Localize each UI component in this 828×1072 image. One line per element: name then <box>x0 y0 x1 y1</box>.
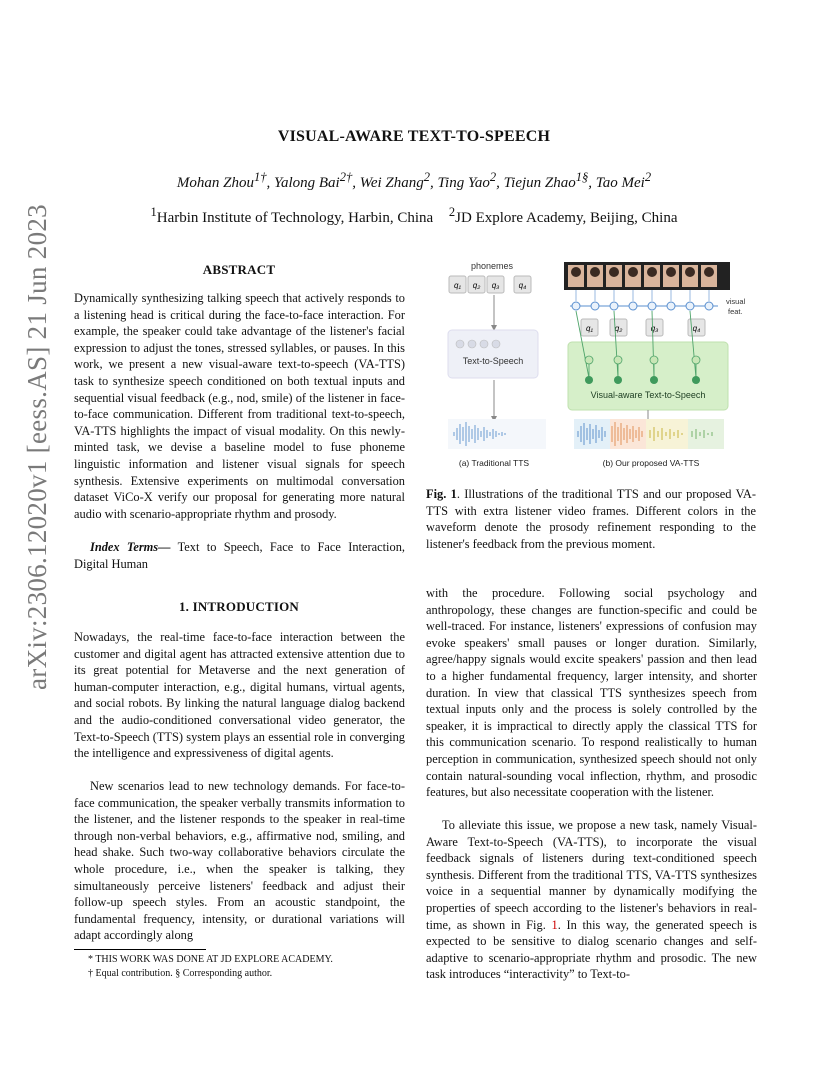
phonemes-label: phonemes <box>470 261 514 271</box>
index-terms-label: Index Terms— <box>90 540 171 554</box>
figure-caption-label: Fig. 1 <box>426 487 457 501</box>
affiliation-1: $^1$Harbin Institute of Technology, Harbin, China <box>150 205 434 226</box>
tts-box <box>448 330 538 378</box>
figure-caption-text: . Illustrations of the traditional TTS and our proposed VA-TTS with extra listener video frames. Different colors in the waveform denote the prosody refinement responding to the listener's feedback from the previous moment. <box>426 487 757 551</box>
tts-box-label: Text-to-Speech <box>462 356 524 366</box>
vatts-box-label: Visual-aware Text-to-Speech <box>590 390 706 400</box>
paper-title: VISUAL-AWARE TEXT-TO-SPEECH <box>277 128 551 145</box>
intro-heading: 1. INTRODUCTION <box>178 599 299 614</box>
phoneme-tokens-b <box>581 319 705 336</box>
index-terms <box>74 539 405 572</box>
svg-text:q₂: q₂ <box>614 324 623 333</box>
visual-feat-label-2: feat. <box>728 307 743 316</box>
intro-paragraph-4-part-a: To alleviate this issue, we propose a new task, namely Visual-Aware Text-to-Speech (VA-TTS), to incorporate the visual feedback signals of listeners during text-conditioned speech synthesis. Different from the traditional TTS, VA-TTS synthesizes voice in a sequential manner by dynamically modifying the properties of speech according to the listener's behaviors in real-time, as shown in Fig. <box>426 818 757 932</box>
subcaption-a: (a) Traditional TTS <box>458 458 530 468</box>
affiliation-2: $^2$JD Explore Academy, Beijing, China <box>448 205 678 226</box>
svg-text:q₄: q₄ <box>518 281 527 290</box>
index-terms-text: Text to Speech, Face to Face Interaction, Digital Human <box>74 540 405 571</box>
intro-paragraph-2: New scenarios lead to new technology demands. For face-to-face communication, the speaker verbally transmits information to the listener, and the listener responds to the speaker in real-time through non-verbal behaviors, e.g., affirmative nod, smiling, and head shake. Such two-way collaborative behaviors circulate the whole procedure, i.e., when the speaker is talking, they simultaneously perceive listeners' feedback and adjust their follow-up speech styles. From an acoustic standpoint, the fundamental frequency, intensity, or durational variations will adapt accordingly along <box>74 779 405 943</box>
svg-text:q₃: q₃ <box>491 281 500 290</box>
figure-caption <box>426 486 756 552</box>
footnote-1: * THIS WORK WAS DONE AT JD EXPLORE ACADEMY. <box>88 954 333 965</box>
figure-1 <box>426 256 756 472</box>
abstract-text: Dynamically synthesizing talking speech that actively responds to a listening head is critical during the face-to-face interaction. For example, the speaker could take advantage of the listener's facial expression to adjust the tones, stressed syllables, or pauses. In this work, we present a new visual-aware text-to-speech (VA-TTS) task to synthesize speech conditioned on both textual inputs and sequential visual feedback (e.g., nod, smile) of the listener in face-to-face communication. Different from traditional text-to-speech, VA-TTS highlights the impact of visual modality. On this newly-minted task, we devise a baseline model to fuse phoneme linguistic information and listener visual signals for speech synthesis. Extensive experiments on multimodal conversation dataset ViCo-X verify our proposal for generating more natural audio with scenario-appropriate rhythm and prosody. <box>74 291 405 521</box>
svg-text:q₃: q₃ <box>650 324 659 333</box>
subcaption-b: (b) Our proposed VA-TTS <box>602 458 700 468</box>
arxiv-identifier: arXiv:2306.12020v1 [eess.AS] 21 Jun 2023 <box>22 204 52 690</box>
visual-feat-label-1: visual <box>726 297 746 306</box>
svg-text:q₄: q₄ <box>692 324 701 333</box>
affiliations <box>0 205 828 227</box>
intro-paragraph-4-part-b: . In this way, the generated speech is expected to be sensitive to dialog scenario changes and self-adaptive to scenario-appropriate rhythm and prosodic. The new task introduces “interactivity” to Text-to- <box>426 917 757 982</box>
abstract-heading: ABSTRACT <box>202 262 276 277</box>
intro-paragraph-1: Nowadays, the real-time face-to-face interaction between the customer and digital agent has attracted extensive attention due to its great potential for Metaverse and the next generation of human-computer interaction, e.g., digital humans, virtual agents, and social robots. By linking the natural language dialog backend and the audio-conditioned conversational video generator, the Text-to-Speech (TTS) system plays an essential role in converging the intelligence and expressiveness of digital agents. <box>74 630 405 761</box>
footnote-rule <box>74 949 206 950</box>
svg-text:q₂: q₂ <box>472 281 481 290</box>
author-list: Mohan Zhou$^{1\dagger}$, Yalong Bai$^{2\dagger}$, Wei Zhang$^2$, Ting Yao$^2$, Tiejun Zhao$^{1\S}$, Tao Mei$^2$ <box>176 170 652 191</box>
intro-paragraph-3: with the procedure. Following social psychology and anthropology, these changes are function-specific and could be well-traced. For instance, listeners' expressions of confusion may evoke speakers' small pauses or longer duration. Similarly, agree/happy signals would excite speakers' passion and then lead to a higher fundamental frequency, larger intensity, and shorter duration. In view that classical TTS synthesizes speech from textual inputs only and the process is solely controlled by the speaker, it is impractical to directly apply the classical TTS for this communication scenario. To respond realistically to human perception in communication, synthesized speech should not only contain natural-sounding vocal inflection, rhythm, and prosodic features, but also necessitate cooperation with the listener. <box>426 586 757 800</box>
figure-1-reference-link[interactable]: 1 <box>551 917 558 932</box>
svg-text:q₁: q₁ <box>586 324 593 333</box>
phoneme-tokens-a <box>449 276 531 293</box>
intro-paragraph-4 <box>426 817 757 983</box>
svg-text:q₁: q₁ <box>454 281 461 290</box>
footnote-2: † Equal contribution. § Corresponding author. <box>88 968 273 979</box>
